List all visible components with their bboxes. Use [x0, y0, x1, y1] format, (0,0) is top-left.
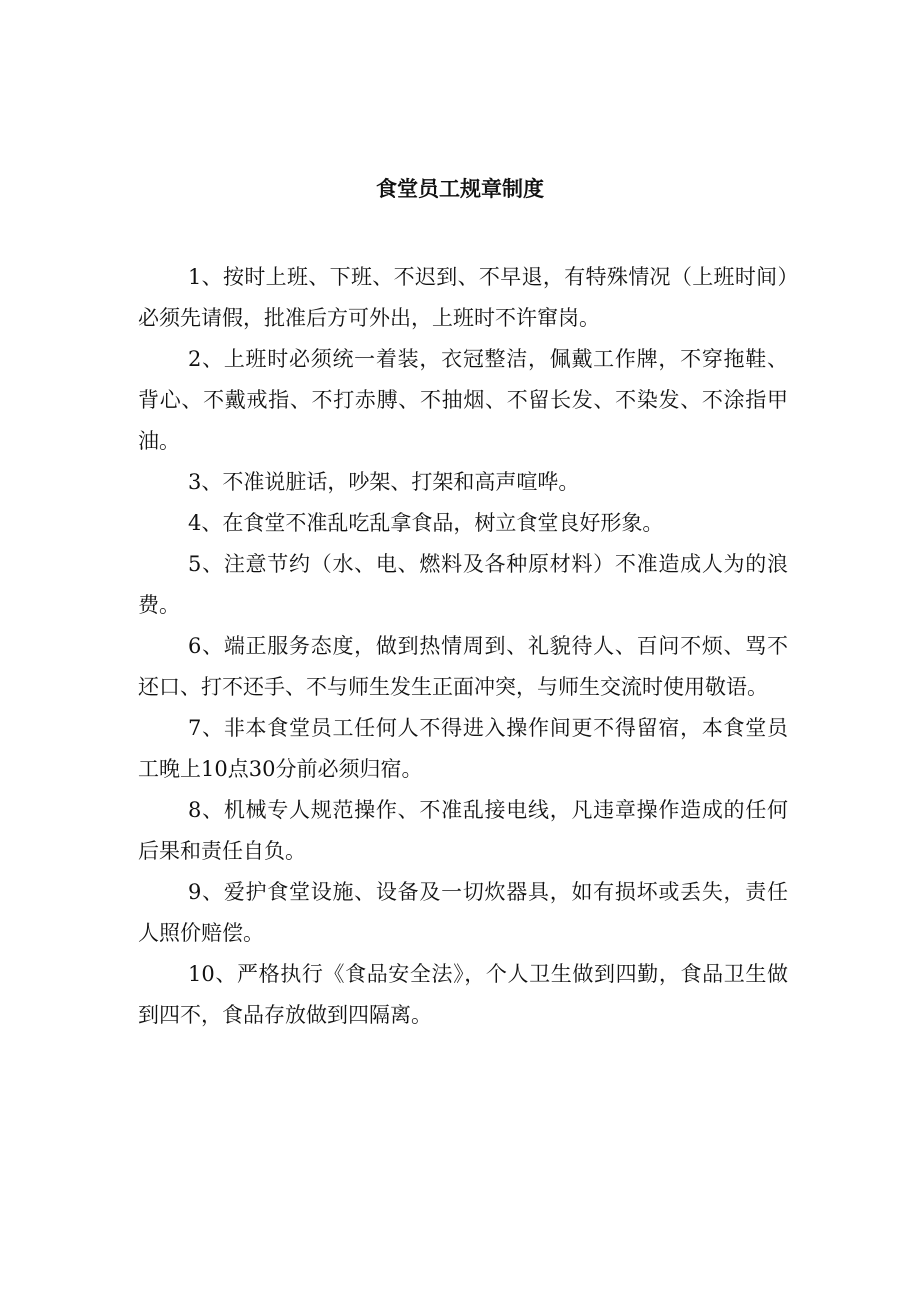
- rule-item-8: 8、机械专人规范操作、不准乱接电线，凡违章操作造成的任何后果和责任自负。: [138, 798, 788, 863]
- rule-item-1: 1、按时上班、下班、不迟到、不早退，有特殊情况（上班时间）必须先请假，批准后方可外出，上班时不许窜岗。: [138, 265, 788, 330]
- rule-item-2: 2、上班时必须统一着装，衣冠整洁，佩戴工作牌，不穿拖鞋、背心、不戴戒指、不打赤膊、不抽烟、不留长发、不染发、不涂指甲油。: [138, 347, 788, 453]
- document-title: 食堂员工规章制度: [376, 176, 544, 201]
- rule-item-5: 5、注意节约（水、电、燃料及各种原材料）不准造成人为的浪费。: [138, 552, 788, 617]
- rule-item-10: 10、严格执行《食品安全法》，个人卫生做到四勤，食品卫生做到四不，食品存放做到四隔离。: [138, 962, 788, 1027]
- rule-item-4: 4、在食堂不准乱吃乱拿食品，树立食堂良好形象。: [188, 511, 664, 535]
- rules-list: [138, 257, 788, 1036]
- rule-item-3: 3、不准说脏话，吵架、打架和高声喧哗。: [188, 470, 580, 494]
- rule-item-6: 6、端正服务态度，做到热情周到、礼貌待人、百问不烦、骂不还口、打不还手、不与师生发生正面冲突，与师生交流时使用敬语。: [138, 634, 788, 699]
- rule-item-7: 7、非本食堂员工任何人不得进入操作间更不得留宿，本食堂员工晚上10点30分前必须归宿。: [138, 716, 788, 781]
- rule-item-9: 9、爱护食堂设施、设备及一切炊器具，如有损坏或丢失，责任人照价赔偿。: [138, 880, 788, 945]
